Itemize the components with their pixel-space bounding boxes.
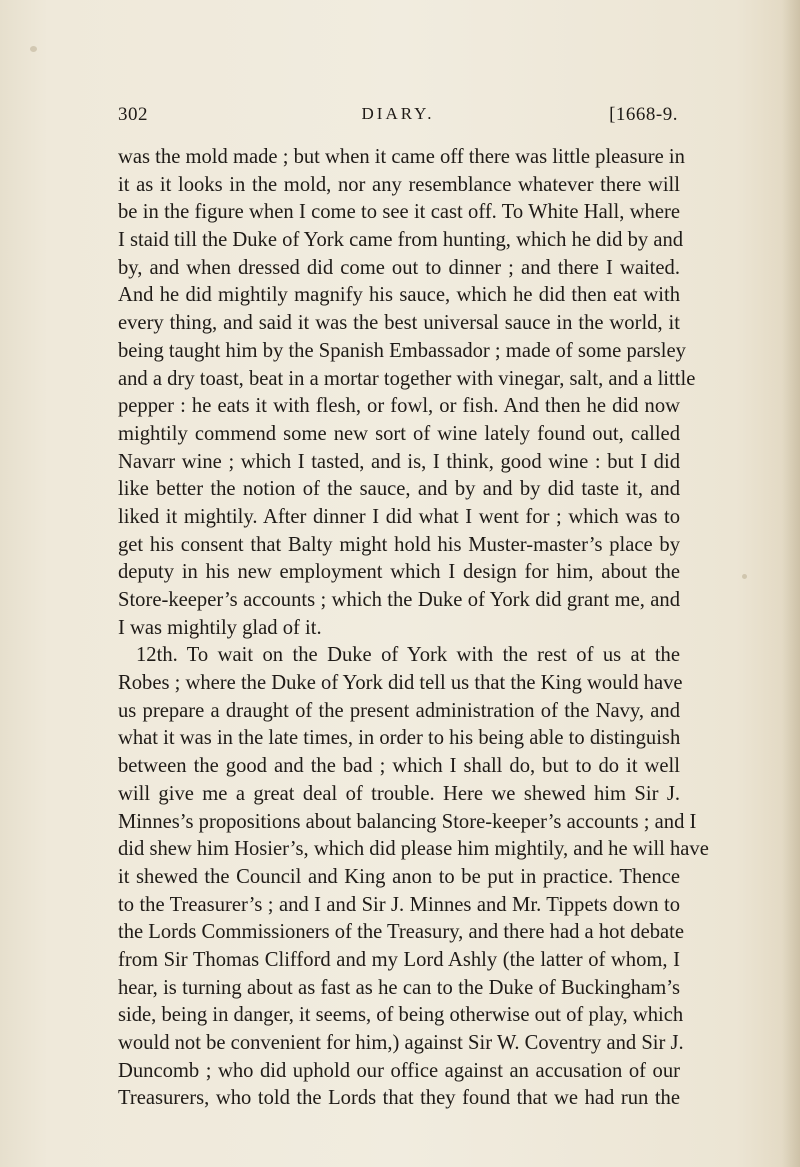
text-line: and a dry toast, beat in a mortar together with vinegar, salt, and a little [118, 367, 696, 390]
text-line: from Sir Thomas Clifford and my Lord Ashly (the latter of whom, I [118, 948, 680, 971]
text-line: it as it looks in the mold, nor any resemblance whatever there will [118, 173, 680, 196]
running-year: [1668-9. [609, 104, 678, 125]
foxing-spot [742, 574, 747, 579]
text-line: get his consent that Balty might hold his Muster-master’s place by [118, 533, 680, 556]
text-line: liked it mightily. After dinner I did what I went for ; which was to [118, 505, 680, 528]
text-line: the Lords Commissioners of the Treasury, and there had a hot debate [118, 921, 685, 944]
text-line: to the Treasurer’s ; and I and Sir J. Minnes and Mr. Tippets down to [118, 893, 680, 916]
text-line: Minnes’s propositions about balancing Store-keeper’s accounts ; and I [118, 810, 697, 833]
text-line: Store-keeper’s accounts ; which the Duke of York did grant me, and [118, 589, 680, 611]
text-line: us prepare a draught of the present administration of the Navy, and [118, 699, 680, 722]
page-edge-shadow [782, 0, 800, 1167]
text-line: being taught him by the Spanish Embassador ; made of some parsley [118, 339, 686, 362]
running-head [118, 104, 678, 134]
text-line: And he did mightily magnify his sauce, which he did then eat with [118, 284, 680, 307]
text-line: mightily commend some new sort of wine lately found out, called [118, 422, 680, 445]
text-line: side, being in danger, it seems, of being otherwise out of play, which [118, 1004, 684, 1027]
text-line: 12th. To wait on the Duke of York with the rest of us at the [136, 644, 680, 667]
text-line: Treasurers, who told the Lords that they found that we had run the [118, 1087, 680, 1110]
text-line: hear, is turning about as fast as he can to the Duke of Buckingham’s [118, 976, 680, 999]
diary-text [118, 144, 709, 1113]
text-line: every thing, and said it was the best universal sauce in the world, it [118, 312, 680, 335]
text-line: would not be convenient for him,) against Sir W. Coventry and Sir J. [118, 1032, 684, 1054]
text-line: like better the notion of the sauce, and by and by did taste it, and [118, 478, 680, 501]
text-line: was the mold made ; but when it came off there was little pleasure in [118, 146, 685, 168]
text-line: I was mightily glad of it. [118, 616, 322, 639]
text-line: Navarr wine ; which I tasted, and is, I think, good wine : but I did [118, 450, 680, 473]
text-line: pepper : he eats it with flesh, or fowl, or fish. And then he did now [118, 395, 680, 418]
text-line: I staid till the Duke of York came from hunting, which he did by and [118, 229, 684, 252]
text-line: Robes ; where the Duke of York did tell us that the King would have [118, 672, 683, 695]
text-line: deputy in his new employment which I design for him, about the [118, 561, 680, 584]
text-line: Duncomb ; who did uphold our office against an accusation of our [118, 1059, 680, 1082]
text-line: will give me a great deal of trouble. Here we shewed him Sir J. [118, 782, 680, 805]
foxing-spot [30, 46, 37, 52]
text-line: it shewed the Council and King anon to be put in practice. Thence [118, 865, 680, 888]
text-line: what it was in the late times, in order to his being able to distinguish [118, 727, 681, 750]
text-line: by, and when dressed did come out to dinner ; and there I waited. [118, 256, 680, 279]
text-line: between the good and the bad ; which I shall do, but to do it well [118, 755, 680, 778]
running-title: DIARY. [361, 104, 435, 123]
text-line: be in the figure when I come to see it cast off. To White Hall, where [118, 201, 680, 224]
text-line: did shew him Hosier’s, which did please him mightily, and he will have [118, 838, 709, 861]
page-number: 302 [118, 104, 148, 125]
